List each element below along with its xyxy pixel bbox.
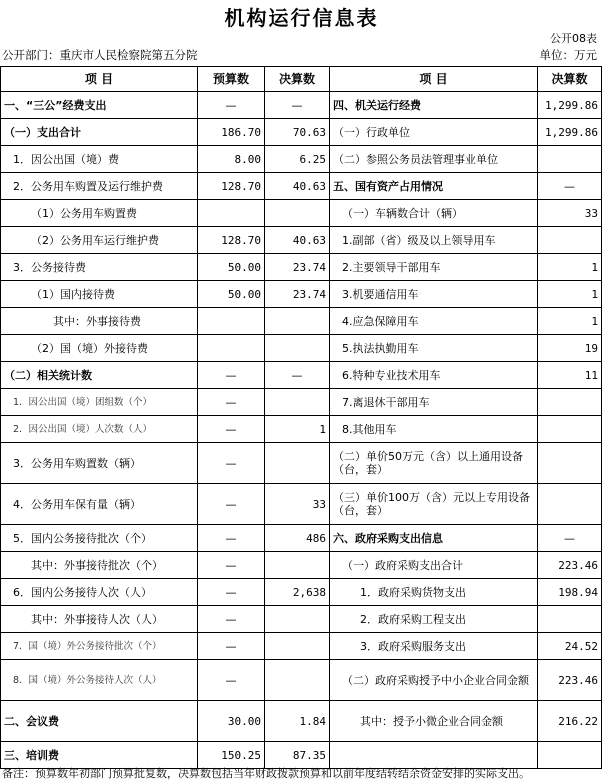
final-right-cell: 223.46 [538,552,602,579]
budget-cell: — [198,633,265,660]
right-item-cell: 6.特种专业技术用车 [330,362,538,389]
budget-cell: 186.70 [198,119,265,146]
final-left-cell: 33 [265,484,330,525]
right-item-cell: 3.机要通信用车 [330,281,538,308]
right-item-cell: 四、机关运行经费 [330,92,538,119]
final-right-cell: 198.94 [538,579,602,606]
final-left-cell [265,606,330,633]
final-left-cell: 23.74 [265,281,330,308]
budget-cell: — [198,579,265,606]
left-item-cell: 2．因公出国（境）人次数（人） [1,416,198,443]
final-right-cell [538,227,602,254]
table-row [1,416,602,443]
table-row [1,362,602,389]
right-item-cell: （二）政府采购授予中小企业合同金额 [330,660,538,701]
final-left-cell [265,443,330,484]
budget-cell: — [198,389,265,416]
budget-cell: — [198,525,265,552]
table-row [1,308,602,335]
header-final-left: 决算数 [265,67,330,92]
final-right-cell: 24.52 [538,633,602,660]
budget-cell: 30.00 [198,701,265,742]
final-right-cell: — [538,173,602,200]
budget-cell: 128.70 [198,227,265,254]
final-left-cell: 40.63 [265,173,330,200]
left-item-cell: 5．国内公务接待批次（个） [1,525,198,552]
budget-cell: 50.00 [198,281,265,308]
left-item-cell: 三、培训费 [1,742,198,769]
department-label: 公开部门：重庆市人民检察院第五分院 [2,48,198,62]
header-final-right: 决算数 [538,67,602,92]
final-left-cell [265,308,330,335]
final-left-cell [265,552,330,579]
final-right-cell [538,484,602,525]
final-right-cell [538,443,602,484]
table-row [1,254,602,281]
left-item-cell: 一、“三公”经费支出 [1,92,198,119]
table-row [1,173,602,200]
final-right-cell: 19 [538,335,602,362]
final-right-cell: — [538,525,602,552]
left-item-cell: 1．因公出国（境）费 [1,146,198,173]
budget-cell: 128.70 [198,173,265,200]
right-item-cell: 5.执法执勤用车 [330,335,538,362]
table-row [1,389,602,416]
final-left-cell: 1.84 [265,701,330,742]
right-item-cell: 2.主要领导干部用车 [330,254,538,281]
budget-cell: — [198,92,265,119]
final-right-cell: 223.46 [538,660,602,701]
final-left-cell: 6.25 [265,146,330,173]
page-title: 机构运行信息表 [224,6,379,30]
final-right-cell: 1,299.86 [538,92,602,119]
left-item-cell: （1）公务用车购置费 [1,200,198,227]
right-item-cell: 1.副部（省）级及以上领导用车 [330,227,538,254]
budget-cell: — [198,660,265,701]
right-item-cell: 4.应急保障用车 [330,308,538,335]
right-item-cell: 1．政府采购货物支出 [330,579,538,606]
budget-cell: 50.00 [198,254,265,281]
right-item-cell: （一）车辆数合计（辆） [330,200,538,227]
left-item-cell: （一）支出合计 [1,119,198,146]
final-left-cell: 87.35 [265,742,330,769]
budget-cell: — [198,606,265,633]
table-row [1,633,602,660]
left-item-cell: 其中：外事接待批次（个） [1,552,198,579]
table-row [1,701,602,742]
table-row [1,335,602,362]
right-item-cell: 3．政府采购服务支出 [330,633,538,660]
table-row [1,484,602,525]
final-right-cell: 216.22 [538,701,602,742]
left-item-cell: 其中：外事接待人次（人） [1,606,198,633]
budget-cell [198,200,265,227]
right-item-cell: （三）单价100万（含）元以上专用设备（台，套） [330,484,538,525]
table-row [1,579,602,606]
right-item-cell: 六、政府采购支出信息 [330,525,538,552]
header-item-left: 项 目 [1,67,198,92]
table-row [1,92,602,119]
right-item-cell: （一）行政单位 [330,119,538,146]
table-row [1,200,602,227]
left-item-cell: （1）国内接待费 [1,281,198,308]
table-row [1,281,602,308]
final-right-cell: 1 [538,308,602,335]
final-left-cell: 1 [265,416,330,443]
final-right-cell: 1 [538,254,602,281]
left-item-cell: 7．国（境）外公务接待批次（个） [1,633,198,660]
table-row [1,119,602,146]
table-row [1,660,602,701]
final-left-cell: 486 [265,525,330,552]
table-row [1,227,602,254]
table-row [1,146,602,173]
final-left-cell [265,335,330,362]
final-right-cell [538,606,602,633]
final-right-cell: 1 [538,281,602,308]
left-item-cell: 3．公务接待费 [1,254,198,281]
final-left-cell: 2,638 [265,579,330,606]
final-left-cell: — [265,92,330,119]
final-right-cell: 1,299.86 [538,119,602,146]
right-item-cell: （二）参照公务员法管理事业单位 [330,146,538,173]
left-item-cell: 二、会议费 [1,701,198,742]
final-left-cell [265,660,330,701]
final-left-cell: 40.63 [265,227,330,254]
right-item-cell: 7.离退休干部用车 [330,389,538,416]
final-left-cell [265,200,330,227]
left-item-cell: 4．公务用车保有量（辆） [1,484,198,525]
header-row [1,67,602,92]
table-row [1,525,602,552]
header-item-right: 项 目 [330,67,538,92]
left-item-cell: 2．公务用车购置及运行维护费 [1,173,198,200]
final-left-cell: — [265,362,330,389]
final-right-cell [538,146,602,173]
left-item-cell: （2）公务用车运行维护费 [1,227,198,254]
final-left-cell [265,389,330,416]
right-item-cell: 8.其他用车 [330,416,538,443]
final-right-cell [538,416,602,443]
budget-cell: 8.00 [198,146,265,173]
right-item-cell: 2．政府采购工程支出 [330,606,538,633]
final-right-cell: 11 [538,362,602,389]
final-left-cell: 23.74 [265,254,330,281]
budget-cell: — [198,552,265,579]
left-item-cell: （2）国（境）外接待费 [1,335,198,362]
form-code: 公开08表 [550,32,597,45]
left-item-cell: 3．公务用车购置数（辆） [1,443,198,484]
budget-cell [198,308,265,335]
left-item-cell: （二）相关统计数 [1,362,198,389]
left-item-cell: 8．国（境）外公务接待人次（人） [1,660,198,701]
final-right-cell [538,389,602,416]
right-item-cell: （二）单价50万元（含）以上通用设备（台，套） [330,443,538,484]
budget-cell: — [198,362,265,389]
left-item-cell: 1．因公出国（境）团组数（个） [1,389,198,416]
final-right-cell: 33 [538,200,602,227]
right-item-cell: 其中：授予小微企业合同金额 [330,701,538,742]
info-table [0,66,602,769]
final-left-cell: 70.63 [265,119,330,146]
budget-cell: — [198,443,265,484]
unit-label: 单位：万元 [539,48,597,62]
left-item-cell: 其中：外事接待费 [1,308,198,335]
budget-cell [198,335,265,362]
budget-cell: — [198,416,265,443]
table-row [1,606,602,633]
footnote: 备注：预算数年初部门预算批复数，决算数包括当年财政拨款预算和以前年度结转结余资金安排的实际支出。 [2,767,530,780]
right-item-cell: （一）政府采购支出合计 [330,552,538,579]
table-row [1,443,602,484]
left-item-cell: 6．国内公务接待人次（人） [1,579,198,606]
final-right-cell [538,742,602,769]
header-budget: 预算数 [198,67,265,92]
right-item-cell: 五、国有资产占用情况 [330,173,538,200]
budget-cell: 150.25 [198,742,265,769]
final-left-cell [265,633,330,660]
budget-cell: — [198,484,265,525]
table-row [1,552,602,579]
